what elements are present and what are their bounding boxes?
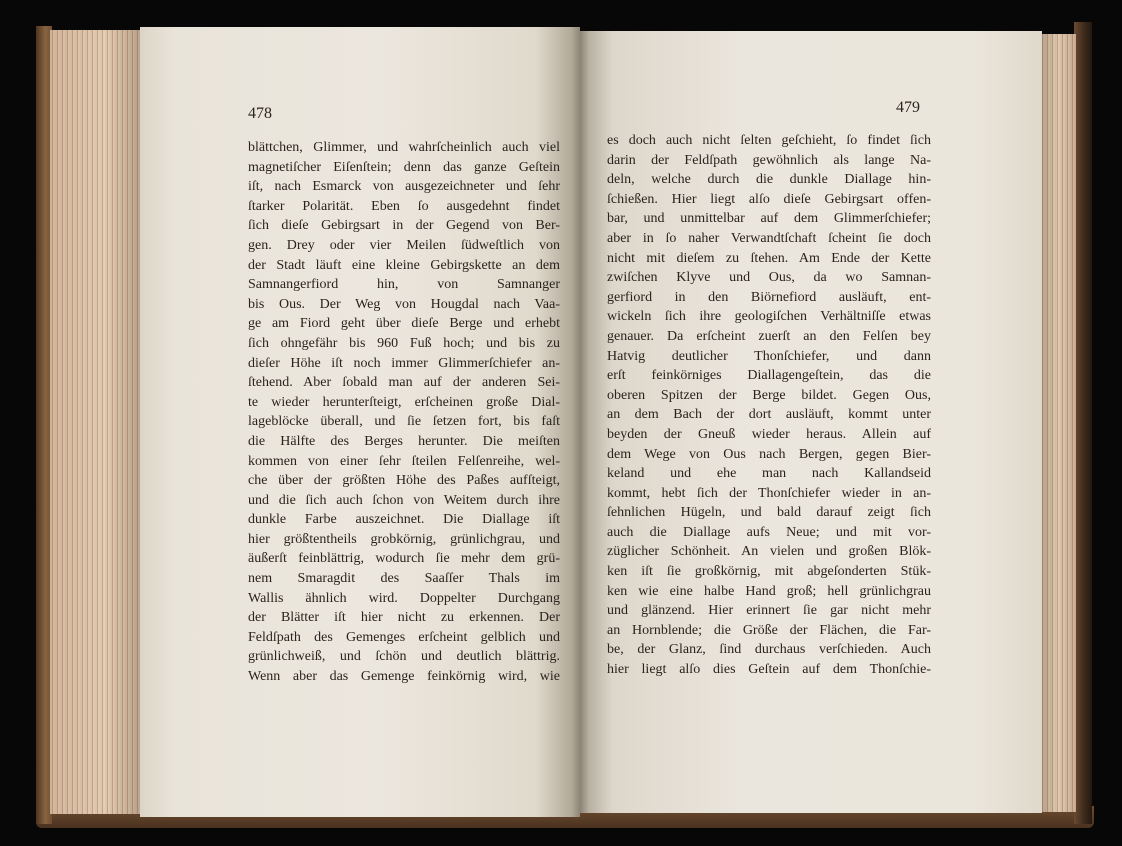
text-line: erſt feinkörniges Diallagengeſtein, das die bbox=[607, 368, 931, 384]
text-line: Hatvig deutlicher Thonſchiefer, und dann bbox=[607, 348, 931, 364]
text-line: ſchießen. Hier liegt alſo dieſe Gebirgsart offen- bbox=[607, 191, 931, 207]
text-line: deln, welche durch die dunkle Diallage hin- bbox=[607, 172, 931, 188]
page-edges-right bbox=[1040, 34, 1076, 812]
text-line: der Blätter iſt hier nicht zu erkennen. Der bbox=[248, 610, 560, 626]
text-line: auch die Diallage aufs Neue; und mit vor- bbox=[607, 524, 931, 540]
page-number-right: 479 bbox=[896, 99, 920, 116]
text-line: dem Wege von Ous nach Bergen, gegen Bier- bbox=[607, 446, 931, 462]
text-line: ſtarker Polarität. Eben ſo ausgedehnt findet bbox=[248, 198, 560, 214]
text-line: Samnangerfiord hin, von Samnanger bbox=[248, 277, 560, 293]
text-line: kommt, hebt ſich der Thonſchiefer wieder in an- bbox=[607, 485, 931, 501]
text-line: und die ſich auch ſchon von Weitem durch ihre bbox=[248, 492, 560, 508]
text-line: hier größtentheils grobkörnig, grünlichgrau, und bbox=[248, 531, 560, 547]
text-line: die Hälfte des Berges herunter. Die meiſten bbox=[248, 433, 560, 449]
text-line: bis Ous. Der Weg von Hougdal nach Vaa- bbox=[248, 296, 560, 312]
text-line: be, der Glanz, ſind durchaus verſchieden. Auch bbox=[607, 642, 931, 658]
page-edges-left bbox=[50, 30, 142, 814]
text-line: aber in ſo naher Verwandtſchaft ſcheint ſie doch bbox=[607, 230, 931, 246]
book-cover-right bbox=[1074, 22, 1092, 824]
text-line: hier liegt alſo dies Geſtein auf dem Thonſchie- bbox=[607, 662, 931, 678]
text-line: te wieder herunterſteigt, erſcheinen große Dial- bbox=[248, 394, 560, 410]
text-line: der Stadt läuft eine kleine Gebirgskette an dem bbox=[248, 257, 560, 273]
text-line: oberen Spitzen der Berge bildet. Gegen Ous, bbox=[607, 387, 931, 403]
text-line: iſt, nach Esmarck von ausgezeichneter und ſehr bbox=[248, 179, 560, 195]
text-line: bar, und unmittelbar auf dem Glimmerſchiefer; bbox=[607, 211, 931, 227]
text-line: genauer. Da erſcheint zuerſt an den Felſen bey bbox=[607, 328, 931, 344]
text-line: blättchen, Glimmer, und wahrſcheinlich auch viel bbox=[248, 140, 560, 155]
text-line: beyden der Gneuß wieder heraus. Allein auf bbox=[607, 426, 931, 442]
text-line: lageblöcke überall, und ſie ſetzen fort, bis faſt bbox=[248, 414, 560, 430]
text-line: grünlichweiß, und ſchön und deutlich blättrig. bbox=[248, 649, 560, 665]
text-line: züglicher Schönheit. An vielen und großen Blök- bbox=[607, 544, 931, 560]
text-line: äußerſt feinblättrig, wodurch ſie mehr dem grü- bbox=[248, 551, 560, 567]
text-line: an dem Bach der dort ausläuft, kommt unter bbox=[607, 407, 931, 423]
text-line: ſehnlichen Hügeln, und bald darauf zeigt ſich bbox=[607, 505, 931, 521]
text-line: Wallis ähnlich wird. Doppelter Durchgang bbox=[248, 590, 560, 606]
text-line: Wenn aber das Gemenge feinkörnig wird, wie bbox=[248, 669, 560, 685]
text-line: gerfiord in den Biörnefiord ausläuft, ent- bbox=[607, 289, 931, 305]
page-number-left: 478 bbox=[248, 105, 272, 122]
text-line: Feldſpath des Gemenges erſcheint gelblich und bbox=[248, 629, 560, 645]
text-line: magnetiſcher Eiſenſtein; denn das ganze Geſtein bbox=[248, 159, 560, 175]
text-line: keland und ehe man nach Kallandseid bbox=[607, 466, 931, 482]
text-line: ken iſt ſie großkörnig, mit abgeſonderten Stük- bbox=[607, 564, 931, 580]
text-line: dieſer Höhe iſt noch immer Glimmerſchiefer an- bbox=[248, 355, 560, 371]
text-line: nicht mit dieſem zu ſtehen. Am Ende der Kette bbox=[607, 250, 931, 266]
right-page-text bbox=[607, 131, 931, 680]
text-line: ſtehend. Aber ſobald man auf der anderen Sei- bbox=[248, 375, 560, 391]
text-line: darin der Feldſpath gewöhnlich als lange Na- bbox=[607, 152, 931, 168]
text-line: ſich dieſe Gebirgsart in der Gegend von Ber- bbox=[248, 218, 560, 234]
left-page-text bbox=[248, 138, 560, 687]
text-line: ſich ohngefähr bis 960 Fuß hoch; und bis zu bbox=[248, 335, 560, 351]
text-line: kommen von einer ſehr ſteilen Felſenreihe, wel- bbox=[248, 453, 560, 469]
text-line: und glänzend. Hier erinnert ſie gar nicht mehr bbox=[607, 603, 931, 619]
text-line: an Hornblende; die Größe der Flächen, die Far- bbox=[607, 622, 931, 638]
text-line: gen. Drey oder vier Meilen ſüdweſtlich von bbox=[248, 237, 560, 253]
text-line: che über der größten Höhe des Paßes aufſteigt, bbox=[248, 473, 560, 489]
text-line: ge am Fiord geht über dieſe Berge und erhebt bbox=[248, 316, 560, 332]
text-line: zwiſchen Klyve und Ous, da wo Samnan- bbox=[607, 270, 931, 286]
text-line: ken wie eine halbe Hand groß; hell grünlichgrau bbox=[607, 583, 931, 599]
text-line: dunkle Farbe auszeichnet. Die Diallage iſt bbox=[248, 512, 560, 528]
text-line: nem Smaragdit des Saaſſer Thals im bbox=[248, 571, 560, 587]
text-line: wickeln ſich ihre geologiſchen Verhältniſſe etwas bbox=[607, 309, 931, 325]
text-line: es doch auch nicht ſelten geſchieht, ſo findet ſich bbox=[607, 133, 931, 148]
